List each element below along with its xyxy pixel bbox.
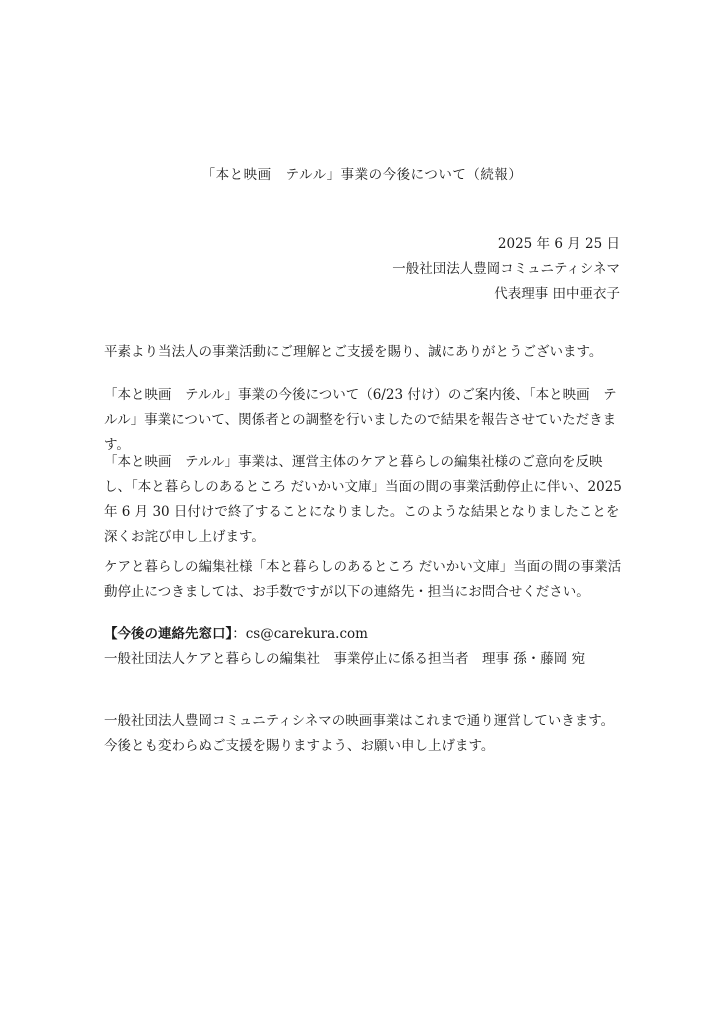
contact-person: 一般社団法人ケアと暮らしの編集社 事業停止に係る担当者 理事 孫・藤岡 宛: [104, 651, 586, 667]
contact-label: 【今後の連絡先窓口】: [104, 626, 233, 642]
sender-block: [392, 232, 620, 307]
contact-email: ：cs@carekura.com: [232, 626, 368, 642]
paragraph-termination: 「本と映画 テルル」事業は、運営主体のケアと暮らしの編集社様のご意向を反映し、「本と暮らしのあるところ だいかい文庫」当面の間の事業活動停止に伴い、2025 年 6 月 30 日付けで終了することになりました。このような結果となりましたことを深くお詫び申し上げます。: [104, 454, 622, 545]
document-title: 「本と映画 テルル」事業の今後について（続報）: [201, 167, 523, 183]
paragraph-inquiry: ケアと暮らしの編集社様「本と暮らしのあるところ だいかい文庫」当面の間の事業活動停止につきましては、お手数ですが以下の連絡先・担当にお問合せください。: [104, 559, 622, 600]
paragraph-closing: 一般社団法人豊岡コミュニティシネマの映画事業はこれまで通り運営していきます。今後とも変わらぬご支援を賜りますよう、お願い申し上げます。: [104, 713, 615, 754]
paragraph-announcement: 「本と映画 テルル」事業の今後について（6/23 付け）のご案内後、「本と映画 テルル」事業について、関係者との調整を行いましたので結果を報告させていただきます。: [104, 387, 617, 453]
contact-email-line: [104, 622, 622, 647]
representative-name: 代表理事 田中亜衣子: [494, 286, 620, 302]
organization-name: 一般社団法人豊岡コミュニティシネマ: [392, 261, 620, 277]
contact-block: [104, 622, 622, 672]
document-date: 2025 年 6 月 25 日: [497, 236, 620, 252]
paragraph-greeting: 平素より当法人の事業活動にご理解とご支援を賜り、誠にありがとうございます。: [104, 344, 603, 360]
